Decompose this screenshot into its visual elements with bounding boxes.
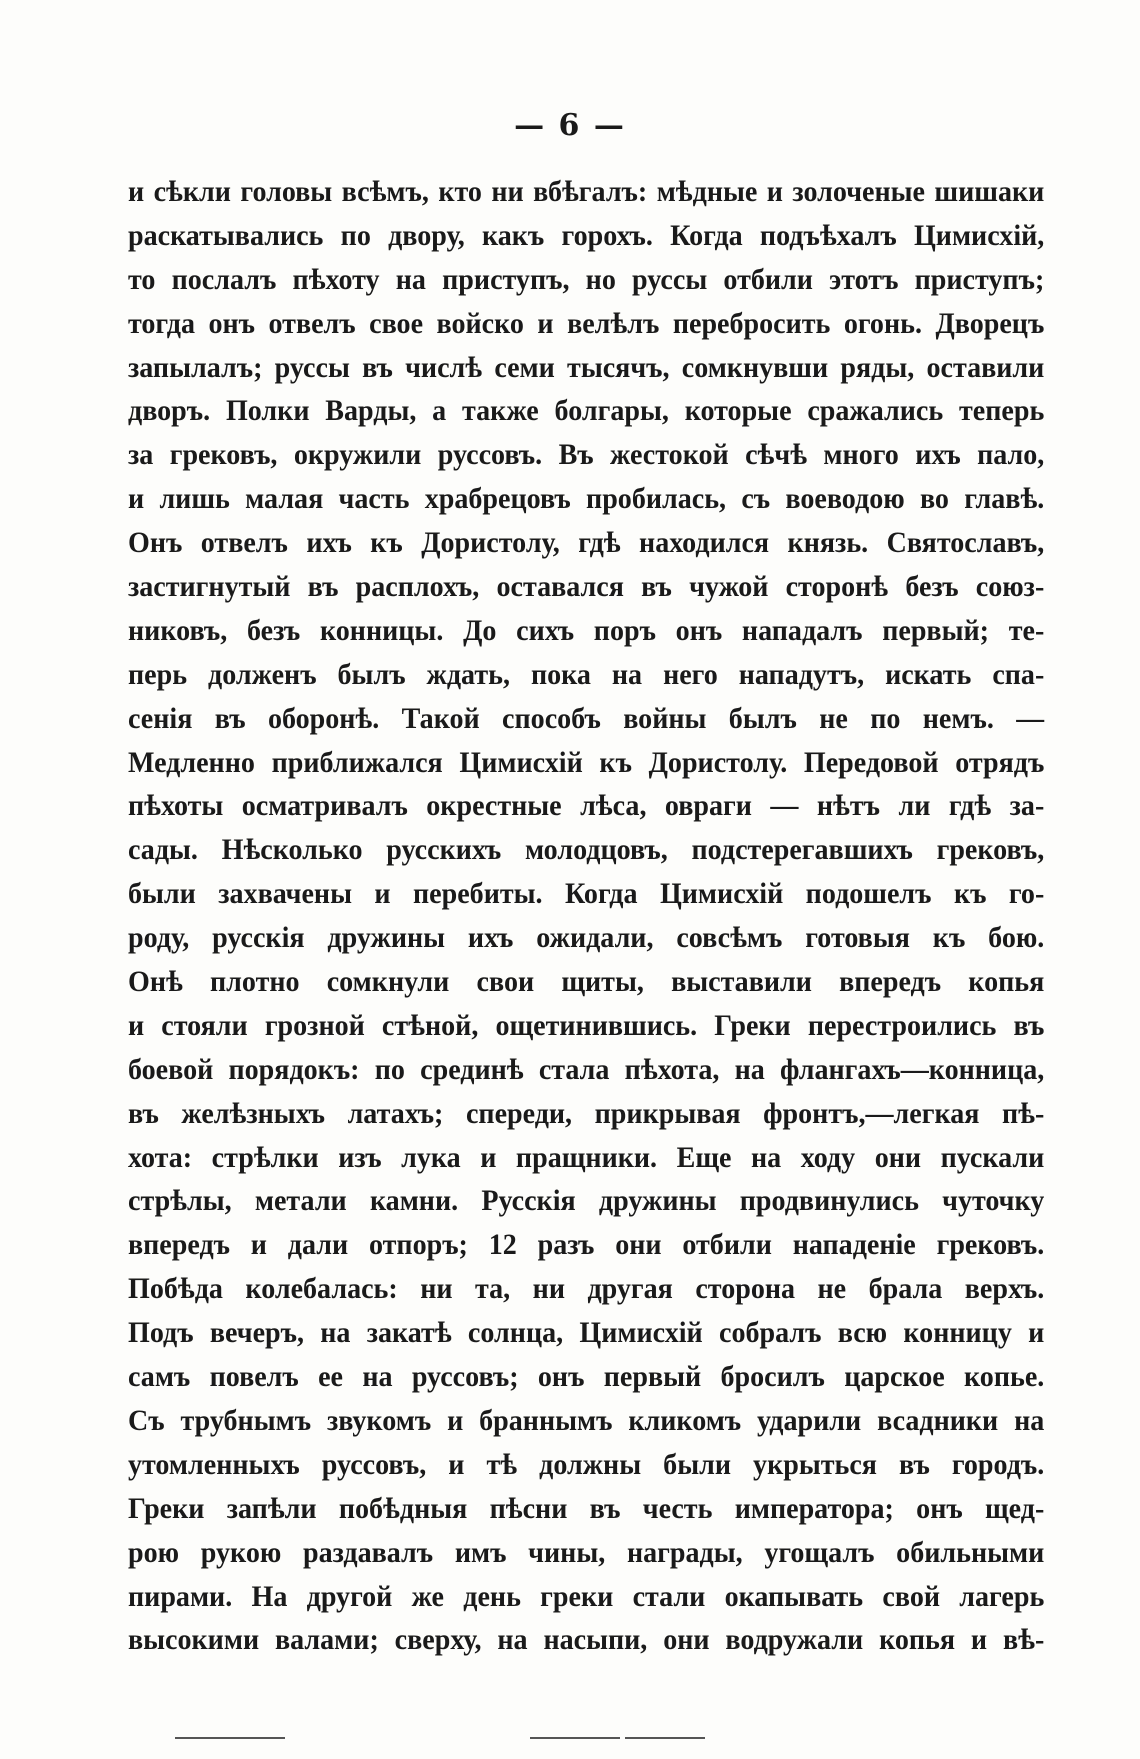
text-line: за грековъ, окружили руссовъ. Въ жестокой сѣчѣ много ихъ пало, xyxy=(128,438,1045,472)
text-line: впередъ и дали отпоръ; 12 разъ они отбили нападеніе грековъ. xyxy=(128,1228,1045,1262)
text-line: утомленныхъ руссовъ, и тѣ должны были укрыться въ городъ. xyxy=(128,1447,1045,1481)
text-line: Онъ отвелъ ихъ къ Дористолу, гдѣ находился князь. Святославъ, xyxy=(128,526,1045,560)
text-line: Побѣда колебалась: ни та, ни другая сторона не брала верхъ. xyxy=(128,1272,1045,1306)
text-line: перь долженъ былъ ждать, пока на него нападутъ, искать спа- xyxy=(128,657,1045,691)
page-number: — 6 — xyxy=(514,108,626,143)
text-line: пѣхоты осматривалъ окрестные лѣса, овраги — нѣтъ ли гдѣ за- xyxy=(128,789,1045,823)
text-line: Подъ вечеръ, на закатѣ солнца, Цимисхій собралъ всю конницу и xyxy=(128,1316,1045,1350)
text-line: стрѣлы, метали камни. Русскія дружины продвинулись чуточку xyxy=(128,1184,1045,1218)
text-line: были захвачены и перебиты. Когда Цимисхій подошелъ къ го- xyxy=(128,877,1045,911)
text-line: раскатывались по двору, какъ горохъ. Когда подъѣхалъ Цимисхій, xyxy=(128,218,1045,252)
text-line: хота: стрѣлки изъ лука и пращники. Еще на ходу они пускали xyxy=(128,1140,1045,1174)
text-line: боевой порядокъ: по срединѣ стала пѣхота, на флангахъ—конница, xyxy=(128,1052,1045,1086)
text-line: запылалъ; руссы въ числѣ семи тысячъ, сомкнувши ряды, оставили xyxy=(128,350,1045,384)
text-line: застигнутый въ расплохъ, оставался въ чужой сторонѣ безъ союз- xyxy=(128,570,1045,604)
text-line: Онѣ плотно сомкнули свои щиты, выставили впередъ копья xyxy=(128,965,1045,999)
text-line: дворъ. Полки Варды, а также болгары, которые сражались теперь xyxy=(128,394,1045,428)
text-line: пирами. На другой же день греки стали окапывать свой лагерь xyxy=(128,1579,1045,1613)
text-line: рою рукою раздавалъ имъ чины, награды, угощалъ обильными xyxy=(128,1535,1045,1569)
text-line: роду, русскія дружины ихъ ожидали, совсѣмъ готовыя къ бою. xyxy=(128,921,1045,955)
text-line: сенія въ оборонѣ. Такой способъ войны былъ не по немъ. — xyxy=(128,701,1045,735)
text-line: высокими валами; сверху, на насыпи, они водружали копья и вѣ- xyxy=(128,1623,1045,1657)
text-line: никовъ, безъ конницы. До сихъ поръ онъ нападалъ первый; те- xyxy=(128,613,1045,647)
body-text xyxy=(128,170,1044,1662)
footer-rule xyxy=(530,1737,620,1739)
text-line: Съ трубнымъ звукомъ и браннымъ кликомъ ударили всадники на xyxy=(128,1403,1045,1437)
text-line: и лишь малая часть храбрецовъ пробилась, съ воеводою во главѣ. xyxy=(128,482,1045,516)
text-line: то послалъ пѣхоту на приступъ, но руссы отбили этотъ приступъ; xyxy=(128,262,1045,296)
text-line: сады. Нѣсколько русскихъ молодцовъ, подстерегавшихъ грековъ, xyxy=(128,833,1045,867)
text-line: самъ повелъ ее на руссовъ; онъ первый бросилъ царское копье. xyxy=(128,1360,1045,1394)
text-line: Греки запѣли побѣдныя пѣсни въ честь императора; онъ щед- xyxy=(128,1491,1045,1525)
text-line: Медленно приближался Цимисхій къ Дористолу. Передовой отрядъ xyxy=(128,745,1045,779)
text-line: тогда онъ отвелъ свое войско и велѣлъ перебросить огонь. Дворецъ xyxy=(128,306,1045,340)
footer-rule xyxy=(625,1737,705,1739)
text-line: и сѣкли головы всѣмъ, кто ни вбѣгалъ: мѣдные и золоченые шишаки xyxy=(128,175,1045,208)
text-line: въ желѣзныхъ латахъ; спереди, прикрывая фронтъ,—легкая пѣ- xyxy=(128,1096,1045,1130)
text-line: и стояли грозной стѣной, ощетинившись. Греки перестроились въ xyxy=(128,1008,1045,1042)
footer-rule xyxy=(175,1737,285,1739)
